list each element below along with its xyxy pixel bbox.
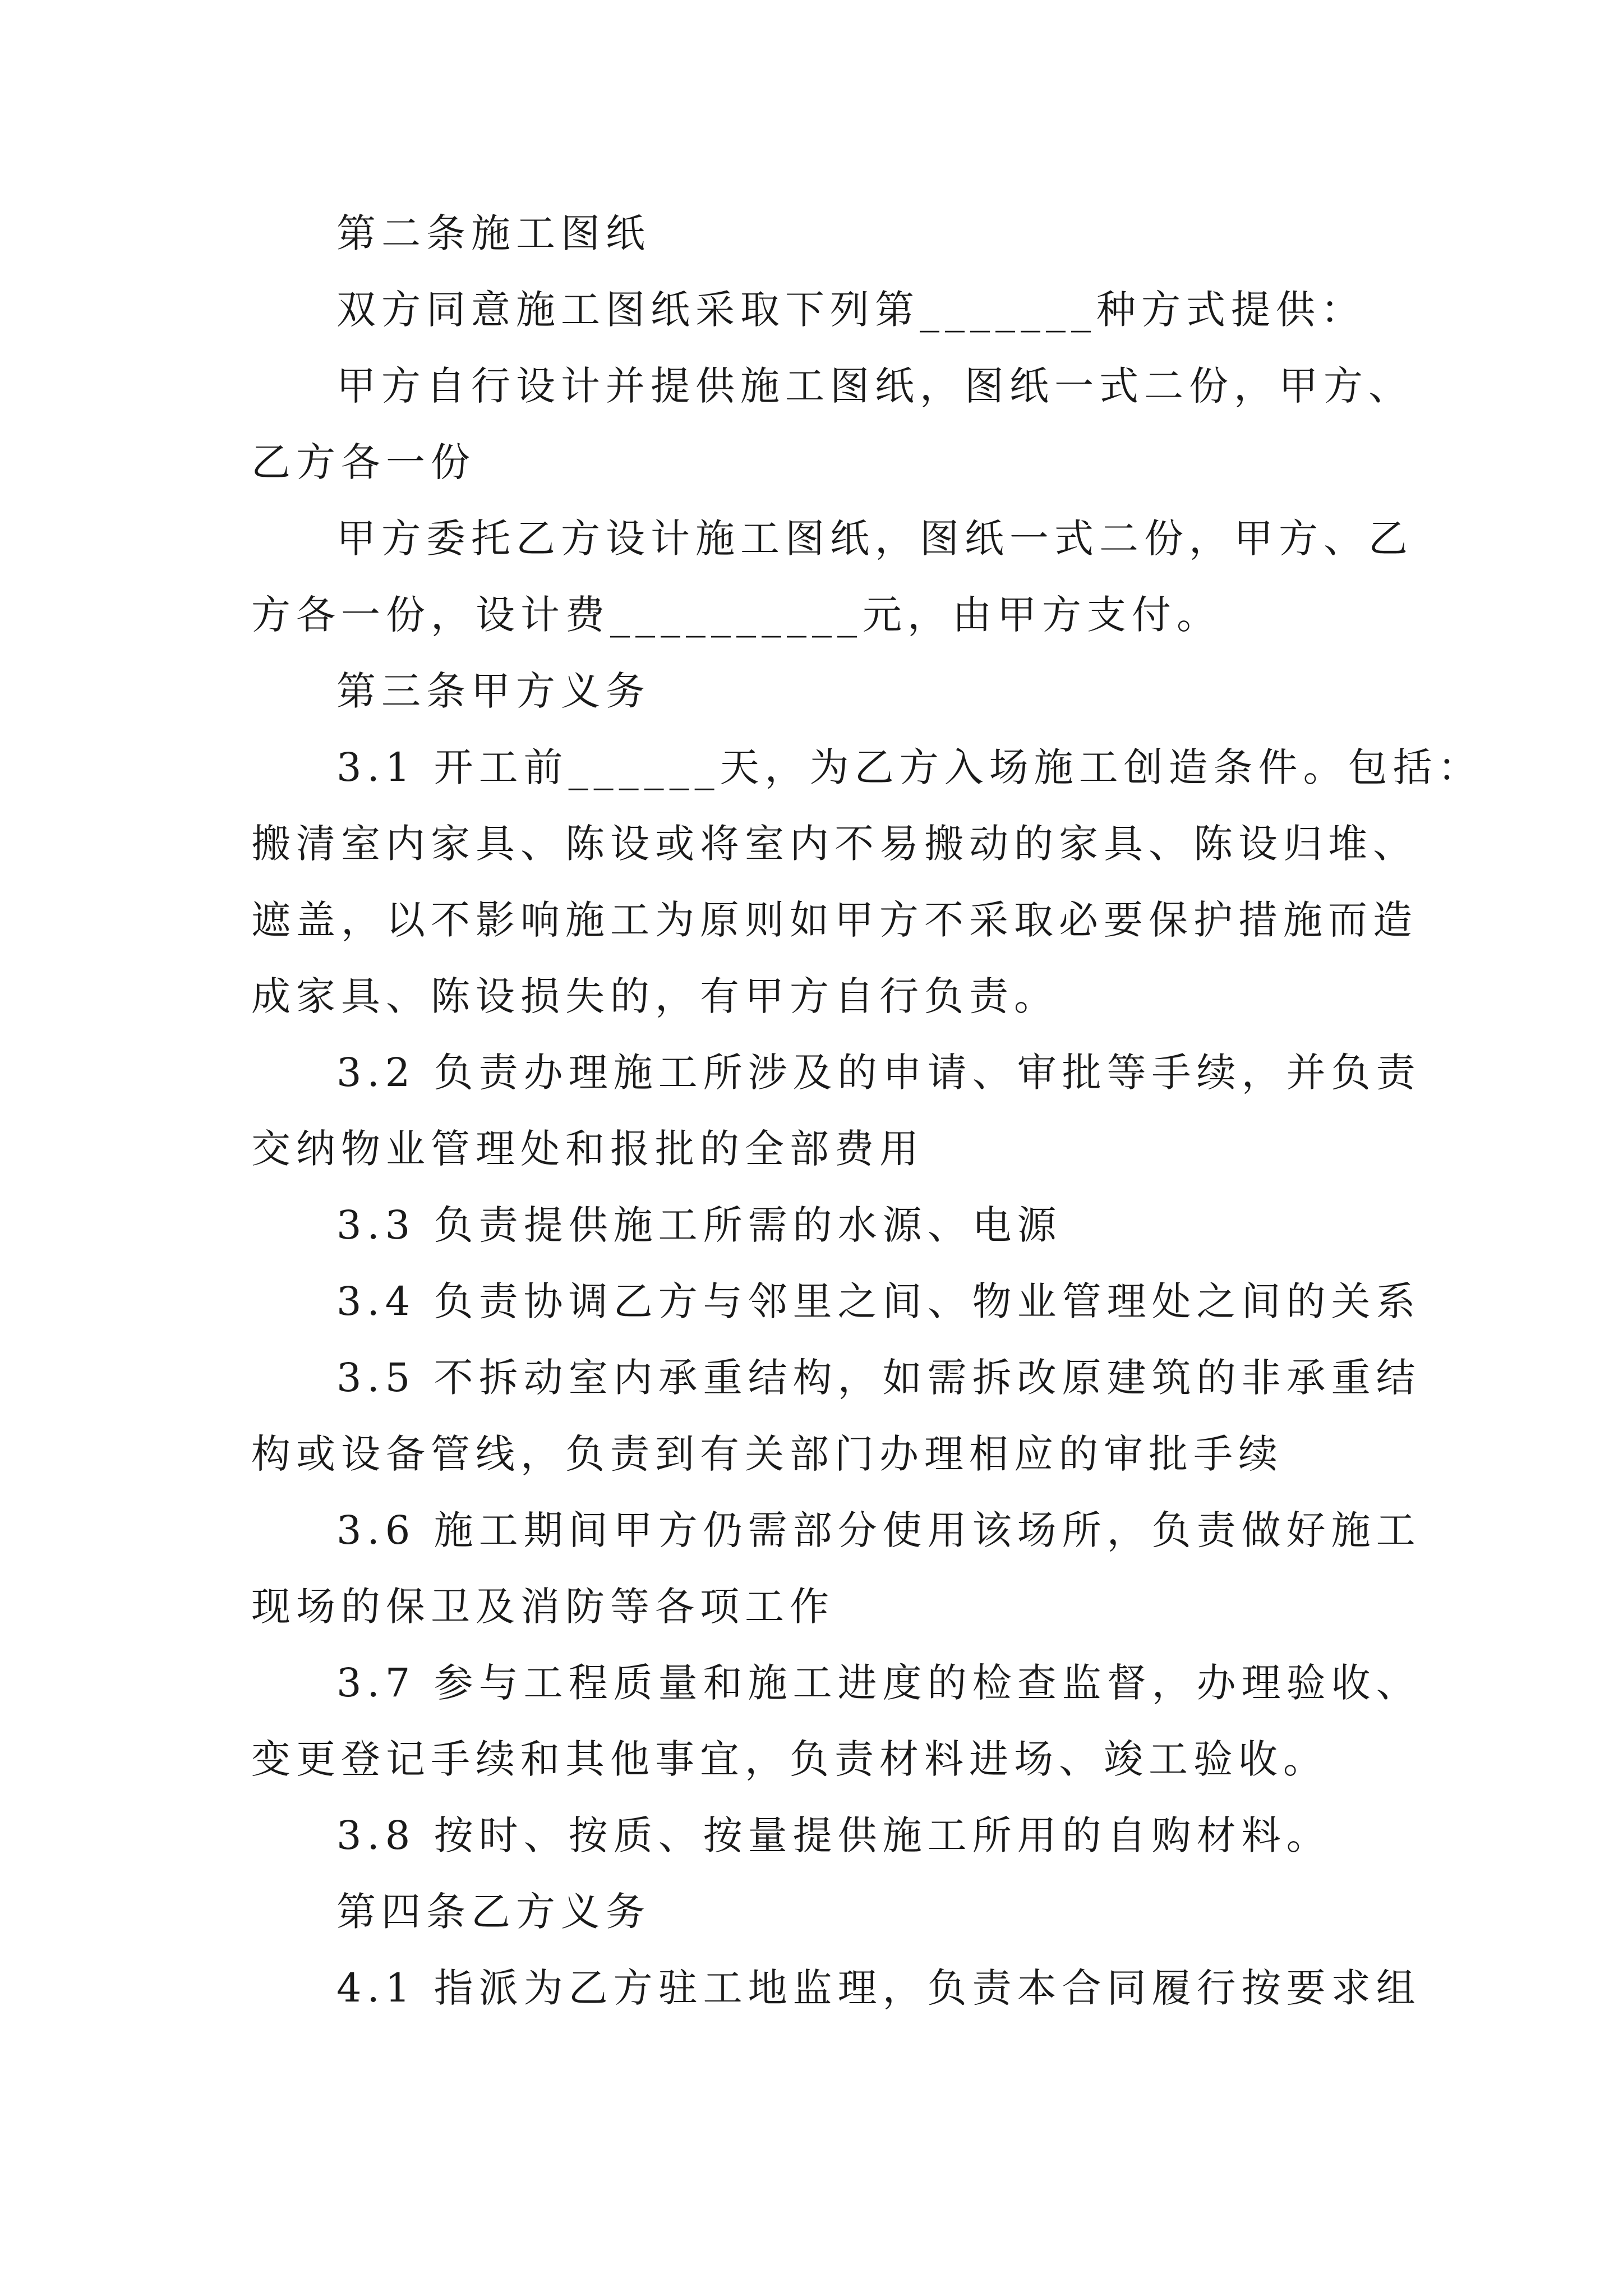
text-segment: 搬清室内家具、陈设或将室内不易搬动的家具、陈设归堆、 [251,821,1418,867]
clause-3-5-line-1 [251,1346,1421,1423]
option-2-line-2 [251,583,1407,660]
option-1-line-2 [251,431,1407,507]
blank-field: __________ [610,592,863,638]
clause-3-7-line-2 [251,1728,1407,1804]
text-segment: 第三条甲方义务 [336,668,651,714]
clause-3-1-line-3 [251,889,1418,965]
text-segment: 3.8 按时、按质、按量提供施工所用的自购材料。 [336,1812,1331,1858]
text-segment: 甲方委托乙方设计施工图纸，图纸一式二份，甲方、乙 [336,516,1413,562]
clause-3-3 [251,1194,1407,1270]
clause-4-1-line-1 [251,1957,1421,2033]
text-segment: 4.1 指派为乙方驻工地监理，负责本合同履行按要求组 [336,1965,1421,2011]
text-segment: 元，由甲方支付。 [863,592,1221,638]
text-segment: 第二条施工图纸 [336,210,651,256]
text-segment: 遮盖，以不影响施工为原则如甲方不采取必要保护措施而造 [251,897,1418,943]
text-segment: 种方式提供： [1096,287,1366,333]
text-segment: 交纳物业管理处和报批的全部费用 [251,1126,924,1172]
clause-3-8 [251,1804,1407,1880]
document-body [251,202,1483,2033]
clause-3-6-line-1 [251,1499,1421,1575]
text-segment: 3.4 负责协调乙方与邻里之间、物业管理处之间的关系 [336,1278,1421,1324]
clause-3-1-line-1 [251,736,1483,812]
clause-3-1-line-4 [251,965,1407,1041]
clause-3-7-line-1 [251,1651,1421,1728]
article-3-heading [251,660,1407,736]
text-segment: 构或设备管线，负责到有关部门办理相应的审批手续 [251,1431,1283,1477]
clause-3-2-line-2 [251,1117,1407,1194]
text-segment: 现场的保卫及消防等各项工作 [251,1584,834,1630]
text-segment: 变更登记手续和其他事宜，负责材料进场、竣工验收。 [251,1736,1328,1782]
blank-field: ______ [568,744,720,790]
blank-field: _______ [920,287,1096,333]
text-segment: 3.7 参与工程质量和施工进度的检查监督，办理验收、 [336,1660,1421,1706]
option-2-line-1 [251,507,1413,583]
article-4-heading [251,1880,1407,1957]
text-segment: 3.1 开工前 [336,744,569,790]
text-segment: 方各一份，设计费 [251,592,610,638]
text-segment: 成家具、陈设损失的，有甲方自行负责。 [251,973,1059,1019]
text-segment: 3.5 不拆动室内承重结构，如需拆改原建筑的非承重结 [336,1355,1421,1401]
clause-3-5-line-2 [251,1423,1407,1499]
article-2-heading [251,202,1407,278]
text-segment: 第四条乙方义务 [336,1889,651,1935]
option-1-line-1 [251,355,1413,431]
text-segment: 3.6 施工期间甲方仍需部分使用该场所，负责做好施工 [336,1507,1421,1553]
text-segment: 天，为乙方入场施工创造条件。包括： [720,744,1483,790]
drawing-method-line [251,278,1407,355]
clause-3-2-line-1 [251,1041,1421,1117]
text-segment: 甲方自行设计并提供施工图纸，图纸一式二份，甲方、 [336,363,1413,409]
clause-3-1-line-2 [251,812,1418,889]
clause-3-4 [251,1270,1421,1346]
text-segment: 双方同意施工图纸采取下列第 [336,287,920,333]
clause-3-6-line-2 [251,1575,1407,1651]
text-segment: 3.2 负责办理施工所涉及的申请、审批等手续，并负责 [336,1050,1421,1096]
text-segment: 乙方各一份 [251,439,476,485]
text-segment: 3.3 负责提供施工所需的水源、电源 [336,1202,1062,1248]
